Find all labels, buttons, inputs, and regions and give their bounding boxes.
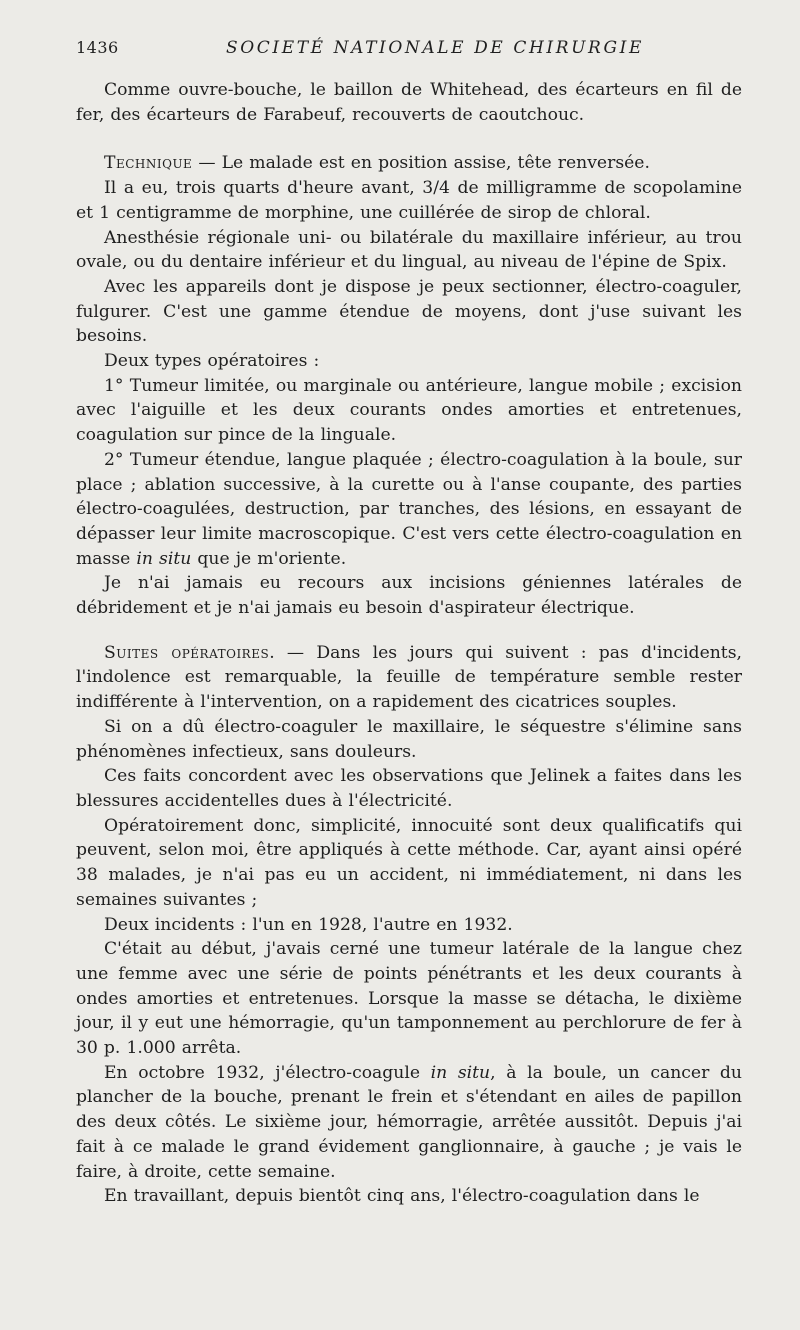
paragraph-15: C'était au début, j'avais cerné une tumeur latérale de la langue chez une femme avec une série de points pénétrants et les deux courants à ondes amorties et entretenues. Lorsque la masse se détacha, le dixième jour, il y eut une hémorragie, qu'un tamponnement au perchlorure de fer à 30 p. 1.000 arrêta. <box>76 939 742 1059</box>
paragraph-11: Si on a dû électro-coaguler le maxillaire, le séquestre s'élimine sans phénomènes infectieux, sans douleurs. <box>76 716 742 762</box>
paragraph-17: En travaillant, depuis bientôt cinq ans, l'électro-coagulation dans le <box>104 1186 700 1207</box>
paragraph-1: Comme ouvre-bouche, le baillon de Whitehead, des écarteurs en fil de fer, des écarteurs de Farabeuf, recouverts de caoutchouc. <box>76 80 742 125</box>
paragraph-9: Je n'ai jamais eu recours aux incisions géniennes latérales de débridement et je n'ai jamais eu besoin d'aspirateur électrique. <box>76 573 742 619</box>
paragraph-5: Avec les appareils dont je dispose je peux sectionner, électro-coaguler, fulgurer. C'est une gamme étendue de moyens, dont j'use suivant les besoins. <box>76 276 742 347</box>
paragraph-4: Anesthésie régionale uni- ou bilatérale du maxillaire inférieur, au trou ovale, ou du dentaire inférieur et du lingual, au niveau de l'épine de Spix. <box>76 227 742 273</box>
paragraph-7: 1° Tumeur limitée, ou marginale ou antérieure, langue mobile ; excision avec l'aiguille et les deux courants ondes amorties et entretenues, coagulation sur pince de la linguale. <box>76 375 742 446</box>
running-title: SOCIETÉ NATIONALE DE CHIRURGIE <box>226 38 644 58</box>
paragraph-12: Ces faits concordent avec les observations que Jelinek a faites dans les blessures accidentelles dues à l'électricité. <box>76 766 742 811</box>
page-header <box>76 34 742 62</box>
paragraph-6: Deux types opératoires : <box>104 351 320 372</box>
paragraph-8-text-b: que je m'oriente. <box>191 548 347 569</box>
suites-paragraph <box>76 641 742 715</box>
section-gap <box>76 127 742 151</box>
body-text <box>76 78 742 1209</box>
paragraph-16 <box>76 1061 742 1185</box>
paragraph-8-text-a: 2° Tumeur étendue, langue plaquée ; électro-coagulation à la boule, sur place ; ablation successive, à la curette ou à l'anse coupante, des parties électro-coagulées, destruction, par tranches, des lésions, en essayant de dépasser leur limite macroscopique. C'est vers cette électro-coagulation en masse <box>76 449 742 569</box>
paragraph-16-italic: in situ <box>430 1062 491 1083</box>
paragraph-16-text-b: , à la boule, un cancer du plancher de la bouche, prenant le frein et s'étendant en ailes de papillon des deux côtés. Le sixième jour, hémorragie, arrêtée aussitôt. Depuis j'ai fait à ce malade le grand évidement ganglionnaire, à gauche ; je vais le faire, à droite, cette semaine. <box>76 1062 742 1182</box>
technique-text: — Le malade est en position assise, tête renversée. <box>192 153 650 174</box>
paragraph-14: Deux incidents : l'un en 1928, l'autre en 1932. <box>104 914 513 935</box>
suites-text: . — Dans les jours qui suivent : pas d'incidents, l'indolence est remarquable, la feuille de température semble rester indifférente à l'intervention, on a rapidement des cicatrices souples. <box>76 642 742 713</box>
paragraph-13: Opératoirement donc, simplicité, innocuité sont deux qualificatifs qui peuvent, selon moi, être appliqués à cette méthode. Car, ayant ainsi opéré 38 malades, je n'ai pas eu un accident, ni immédiatement, ni dans les semaines suivantes ; <box>76 815 742 910</box>
suites-label: Suites opératoires <box>104 642 270 663</box>
paragraph-8-italic: in situ <box>136 548 192 569</box>
section-gap <box>76 621 742 641</box>
paragraph-3: Il a eu, trois quarts d'heure avant, 3/4 de milligramme de scopolamine et 1 centigramme de morphine, une cuillérée de sirop de chloral. <box>76 178 742 223</box>
paragraph-8 <box>76 448 742 572</box>
technique-paragraph <box>76 151 742 176</box>
page-number: 1436 <box>76 38 119 57</box>
paragraph-16-text-a: En octobre 1932, j'électro-coagule <box>104 1062 431 1083</box>
technique-label: Technique <box>104 153 193 174</box>
